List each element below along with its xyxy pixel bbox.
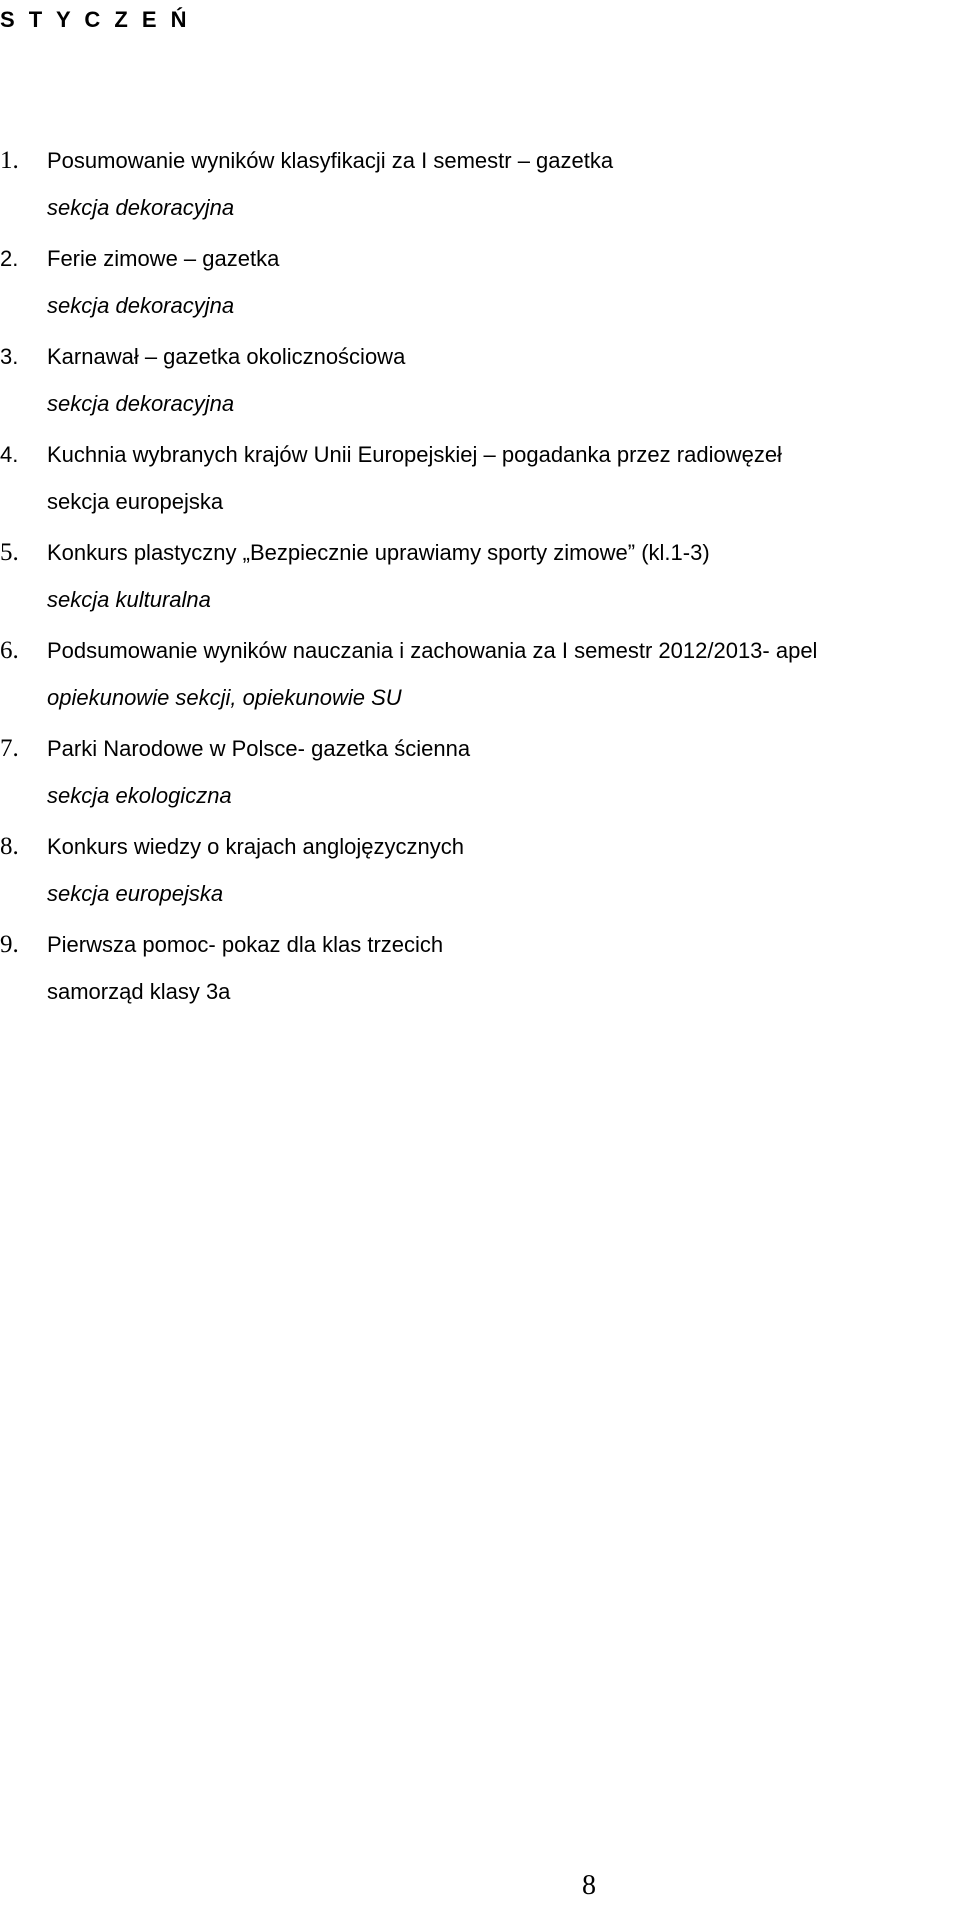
- item-number: 4.: [0, 442, 19, 467]
- list-item: [0, 138, 960, 187]
- item-responsible: sekcja europejska: [47, 881, 224, 906]
- list-item: [0, 628, 960, 677]
- item-number: 5.: [0, 539, 19, 566]
- list-item: [0, 530, 960, 579]
- event-list: [0, 138, 960, 1020]
- item-number: 6.: [0, 637, 19, 664]
- item-responsible: opiekunowie sekcji, opiekunowie SU: [47, 685, 402, 710]
- list-item: [0, 334, 960, 383]
- item-responsible: samorząd klasy 3a: [47, 979, 231, 1004]
- item-responsible-row: [0, 579, 960, 628]
- list-item: [0, 922, 960, 971]
- page-number: 8: [582, 1870, 596, 1901]
- item-responsible: sekcja dekoracyjna: [47, 195, 235, 220]
- item-text: Karnawał – gazetka okolicznościowa: [47, 344, 406, 369]
- page-title: S T Y C Z E Ń: [0, 7, 191, 32]
- list-item: [0, 824, 960, 873]
- item-responsible-row: [0, 873, 960, 922]
- item-text: Ferie zimowe – gazetka: [47, 246, 280, 271]
- item-responsible: sekcja kulturalna: [47, 587, 211, 612]
- item-number: 3.: [0, 344, 19, 369]
- list-item: [0, 236, 960, 285]
- item-number: 8.: [0, 833, 19, 860]
- item-text: Kuchnia wybranych krajów Unii Europejskiej – pogadanka przez radiowęzeł: [47, 442, 782, 467]
- item-text: Konkurs wiedzy o krajach anglojęzycznych: [47, 834, 464, 859]
- item-text: Parki Narodowe w Polsce- gazetka ścienna: [47, 736, 471, 761]
- item-responsible-row: [0, 677, 960, 726]
- item-responsible-row: [0, 187, 960, 236]
- item-responsible-row: [0, 481, 960, 530]
- item-responsible: sekcja dekoracyjna: [47, 391, 235, 416]
- item-responsible: sekcja ekologiczna: [47, 783, 232, 808]
- item-responsible-row: [0, 383, 960, 432]
- list-item: [0, 726, 960, 775]
- list-item: [0, 432, 960, 481]
- item-responsible-row: [0, 971, 960, 1020]
- item-text: Posumowanie wyników klasyfikacji za I semestr – gazetka: [47, 148, 614, 173]
- item-number: 9.: [0, 931, 19, 958]
- item-responsible: sekcja dekoracyjna: [47, 293, 235, 318]
- item-number: 1.: [0, 147, 19, 174]
- item-responsible-row: [0, 775, 960, 824]
- item-text: Podsumowanie wyników nauczania i zachowania za I semestr 2012/2013- apel: [47, 638, 818, 663]
- item-responsible: sekcja europejska: [47, 489, 224, 514]
- item-responsible-row: [0, 285, 960, 334]
- item-number: 7.: [0, 735, 19, 762]
- item-text: Konkurs plastyczny „Bezpiecznie uprawiamy sporty zimowe” (kl.1-3): [47, 540, 710, 565]
- item-text: Pierwsza pomoc- pokaz dla klas trzecich: [47, 932, 444, 957]
- item-number: 2.: [0, 246, 19, 271]
